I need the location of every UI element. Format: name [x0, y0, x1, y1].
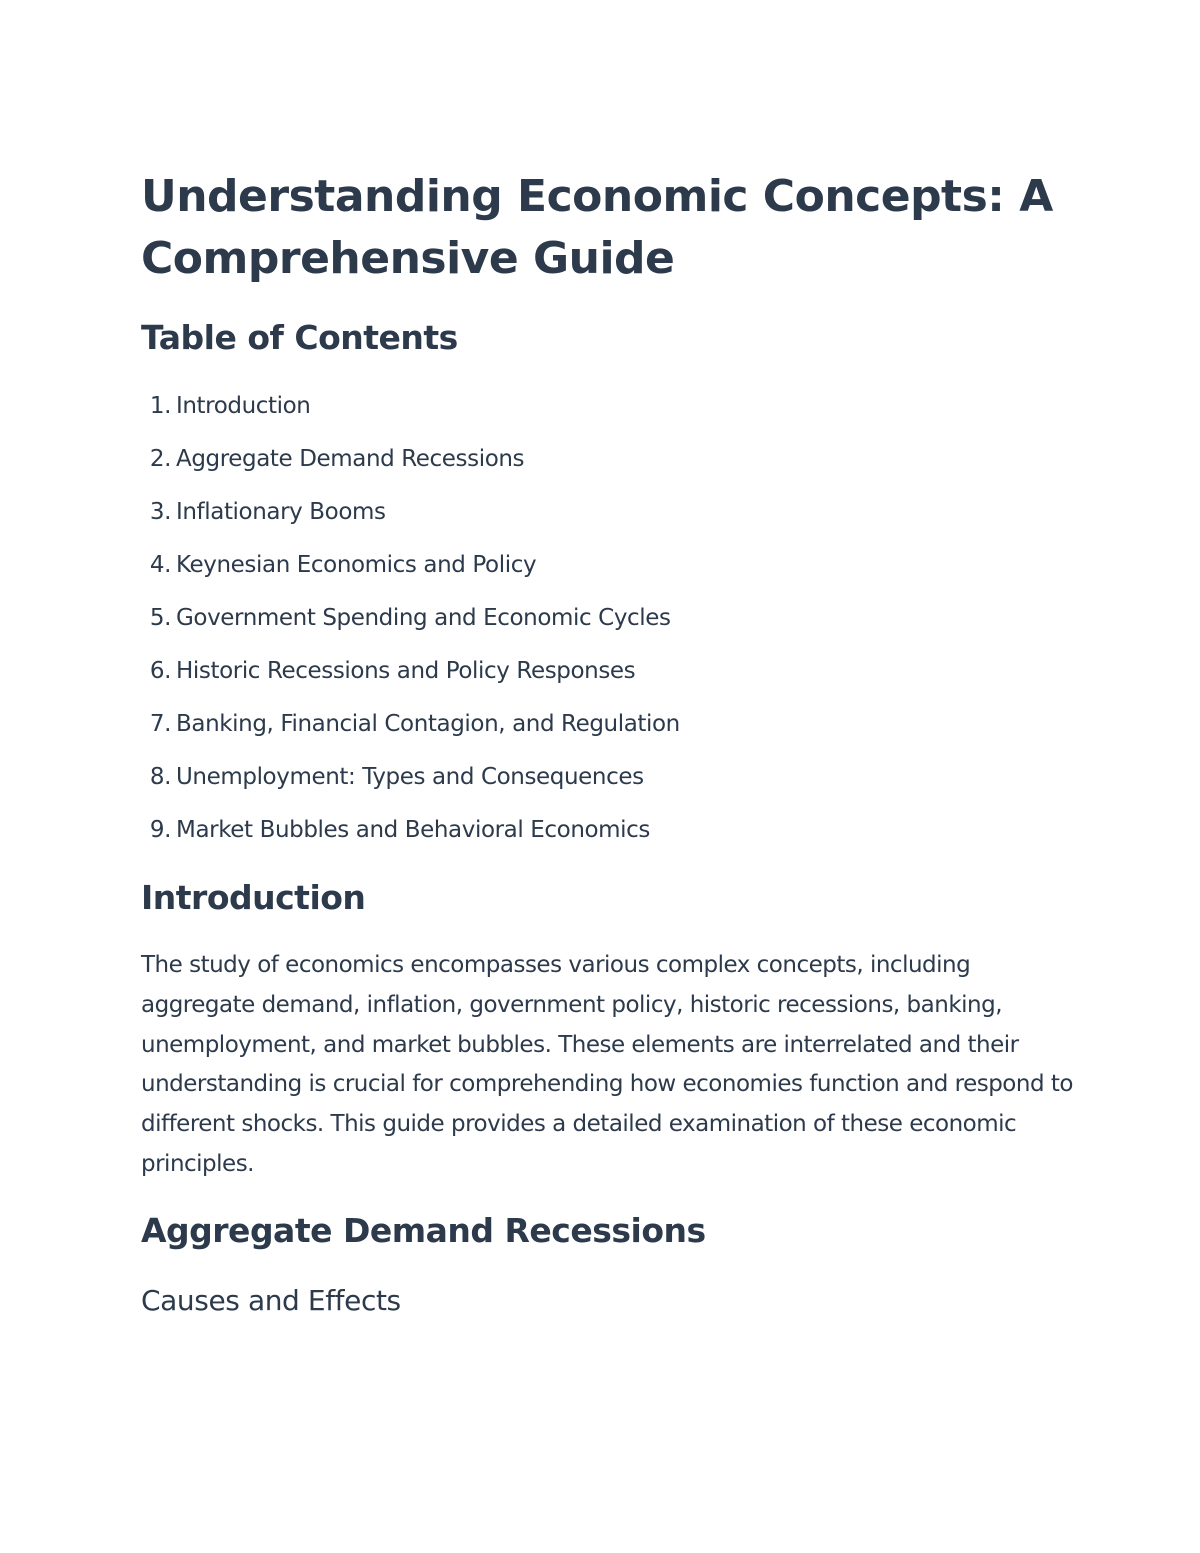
- toc-item-number: 9.: [149, 817, 171, 843]
- toc-item-market-bubbles[interactable]: [141, 810, 680, 863]
- toc-item-label: Government Spending and Economic Cycles: [176, 605, 671, 631]
- toc-item-keynesian-economics[interactable]: [141, 545, 680, 598]
- aggregate-demand-heading: Aggregate Demand Recessions: [141, 1211, 706, 1250]
- causes-effects-subheading: Causes and Effects: [141, 1284, 401, 1317]
- toc-item-number: 3.: [149, 499, 171, 525]
- toc-item-label: Inflationary Booms: [176, 499, 386, 525]
- toc-item-government-spending[interactable]: [141, 598, 680, 651]
- toc-item-label: Unemployment: Types and Consequences: [176, 764, 644, 790]
- toc-item-introduction[interactable]: [141, 386, 680, 439]
- toc-item-number: 5.: [149, 605, 171, 631]
- toc-item-label: Keynesian Economics and Policy: [176, 552, 537, 578]
- toc-item-label: Banking, Financial Contagion, and Regulation: [176, 711, 680, 737]
- toc-item-aggregate-demand-recessions[interactable]: [141, 439, 680, 492]
- toc-heading: Table of Contents: [141, 318, 458, 357]
- toc-item-label: Introduction: [176, 393, 311, 419]
- toc-item-number: 1.: [149, 393, 171, 419]
- toc-item-number: 2.: [149, 446, 171, 472]
- toc-item-number: 8.: [149, 764, 171, 790]
- toc-item-label: Historic Recessions and Policy Responses: [176, 658, 636, 684]
- toc-item-label: Market Bubbles and Behavioral Economics: [176, 817, 650, 843]
- introduction-paragraph: The study of economics encompasses various complex concepts, including aggregate demand, inflation, government policy, historic recessions, banking, unemployment, and market bubbles. These elements are interrelated and their understanding is crucial for comprehending how economies function and respond to different shocks. This guide provides a detailed examination of these economic principles.: [141, 952, 1073, 1177]
- toc-item-banking[interactable]: [141, 704, 680, 757]
- toc-item-number: 6.: [149, 658, 171, 684]
- toc-item-inflationary-booms[interactable]: [141, 492, 680, 545]
- toc-item-number: 4.: [149, 552, 171, 578]
- toc-item-label: Aggregate Demand Recessions: [176, 446, 525, 472]
- introduction-heading: Introduction: [141, 878, 366, 917]
- document-title: Understanding Economic Concepts: A Comprehensive Guide: [141, 171, 1053, 284]
- table-of-contents: [141, 386, 680, 863]
- toc-item-historic-recessions[interactable]: [141, 651, 680, 704]
- toc-item-unemployment[interactable]: [141, 757, 680, 810]
- toc-item-number: 7.: [149, 711, 171, 737]
